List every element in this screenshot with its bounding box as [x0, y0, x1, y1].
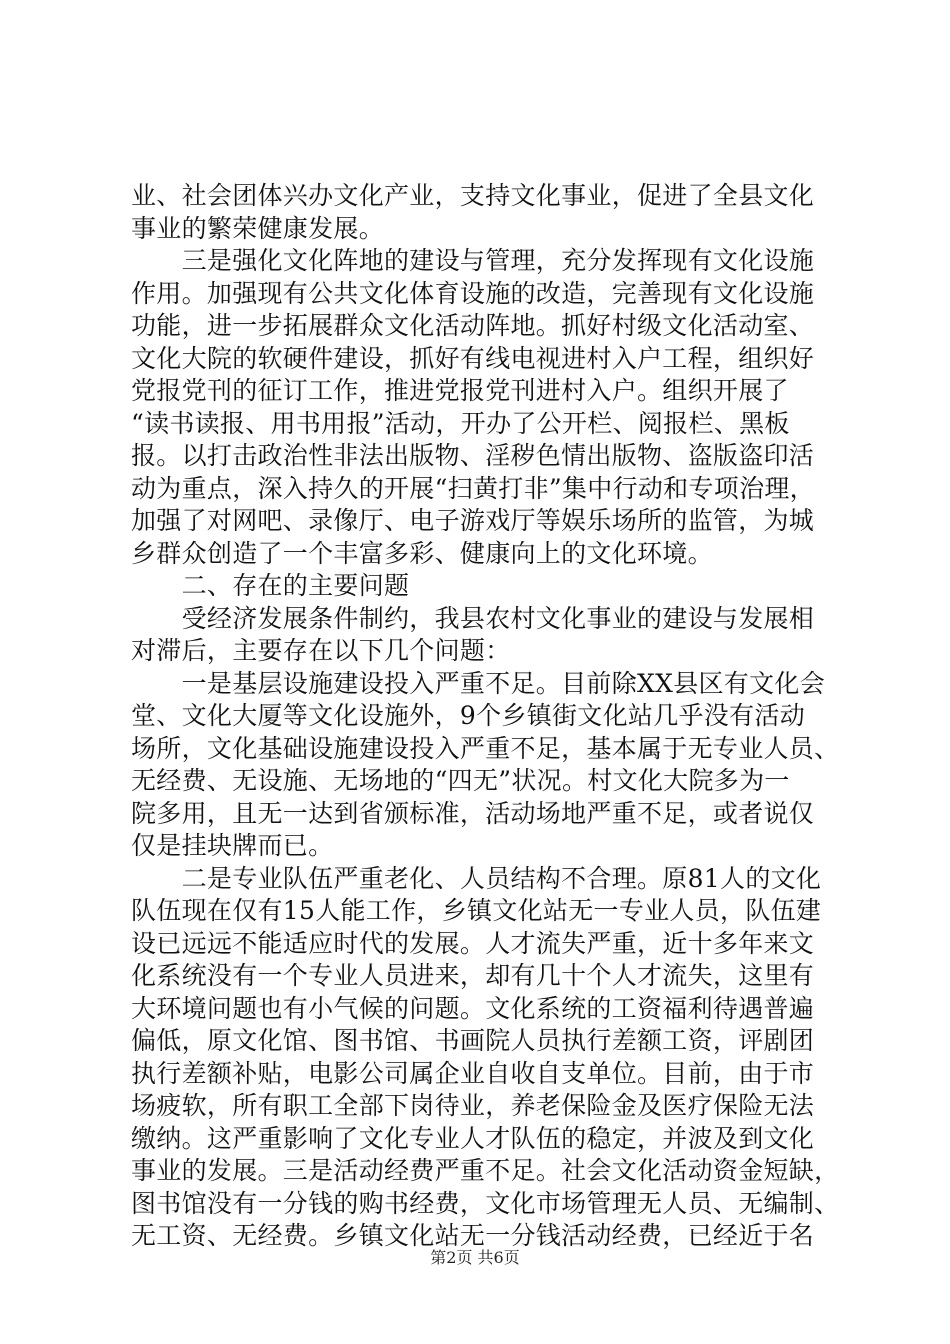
- text-line: 受经济发展条件制约，我县农村文化事业的建设与发展相: [131, 603, 815, 633]
- text-line: 缴纳。这严重影响了文化专业人才队伍的稳定，并波及到文化: [131, 1123, 815, 1153]
- text-line: 大环境问题也有小气候的问题。文化系统的工资福利待遇普遍: [131, 993, 815, 1023]
- text-line: 堂、文化大厦等文化设施外，9个乡镇街文化站几乎没有活动: [131, 701, 806, 730]
- page-number-footer: 第2页 共6页: [430, 1248, 520, 1267]
- text-line: 无经费、无设施、无场地的“四无”状况。村文化大院多为一: [131, 766, 790, 795]
- text-line: 报。以打击政治性非法出版物、淫秽色情出版物、盗版盗印活: [131, 441, 815, 470]
- text-line: 队伍现在仅有15人能工作，乡镇文化站无一专业人员，队伍建: [131, 896, 822, 925]
- text-line: 图书馆没有一分钱的购书经费，文化市场管理无人员、无编制、: [131, 1188, 840, 1218]
- text-line: 场疲软，所有职工全部下岗待业，养老保险金及医疗保险无法: [131, 1091, 815, 1120]
- text-line: 一是基层设施建设投入严重不足。目前除XX县区有文化会: [131, 668, 825, 698]
- section-heading: 二、存在的主要问题: [131, 571, 410, 600]
- text-line: 执行差额补贴，电影公司属企业自收自支单位。目前，由于市: [131, 1058, 815, 1088]
- body-text: [131, 180, 840, 1253]
- text-line: 对滞后，主要存在以下几个问题：: [131, 636, 511, 665]
- text-line: 仅是挂块牌而已。: [131, 831, 334, 860]
- text-line: 场所，文化基础设施建设投入严重不足，基本属于无专业人员、: [131, 733, 840, 763]
- text-line: 院多用，且无一达到省颁标准，活动场地严重不足，或者说仅: [131, 798, 815, 828]
- text-line: 业、社会团体兴办文化产业，支持文化事业，促进了全县文化: [131, 181, 815, 210]
- text-line: 党报党刊的征订工作，推进党报党刊进村入户。组织开展了: [131, 376, 789, 405]
- text-line: 偏低，原文化馆、图书馆、书画院人员执行差额工资，评剧团: [131, 1026, 815, 1055]
- text-line: “读书读报、用书用报”活动，开办了公开栏、阅报栏、黑板: [131, 408, 790, 438]
- text-line: 加强了对网吧、录像厅、电子游戏厅等娱乐场所的监管，为城: [131, 506, 815, 535]
- text-line: 设已远远不能适应时代的发展。人才流失严重，近十多年来文: [131, 928, 815, 958]
- text-line: 化系统没有一个专业人员进来，却有几十个人才流失，这里有: [131, 961, 815, 990]
- text-line: 事业的繁荣健康发展。: [131, 213, 385, 243]
- text-line: 事业的发展。三是活动经费严重不足。社会文化活动资金短缺，: [131, 1156, 840, 1185]
- text-line: 动为重点，深入持久的开展“扫黄打非”集中行动和专项治理，: [131, 473, 815, 503]
- text-line: 无工资、无经费。乡镇文化站无一分钱活动经费，已经近于名: [131, 1221, 815, 1250]
- text-line: 乡群众创造了一个丰富多彩、健康向上的文化环境。: [131, 538, 713, 568]
- text-line: 文化大院的软硬件建设，抓好有线电视进村入户工程，组织好: [131, 343, 815, 373]
- text-line: 功能，进一步拓展群众文化活动阵地。抓好村级文化活动室、: [131, 311, 815, 340]
- text-line: 作用。加强现有公共文化体育设施的改造，完善现有文化设施: [131, 278, 815, 308]
- text-line: 三是强化文化阵地的建设与管理，充分发挥现有文化设施: [131, 246, 815, 275]
- text-line: 二是专业队伍严重老化、人员结构不合理。原81人的文化: [131, 863, 822, 893]
